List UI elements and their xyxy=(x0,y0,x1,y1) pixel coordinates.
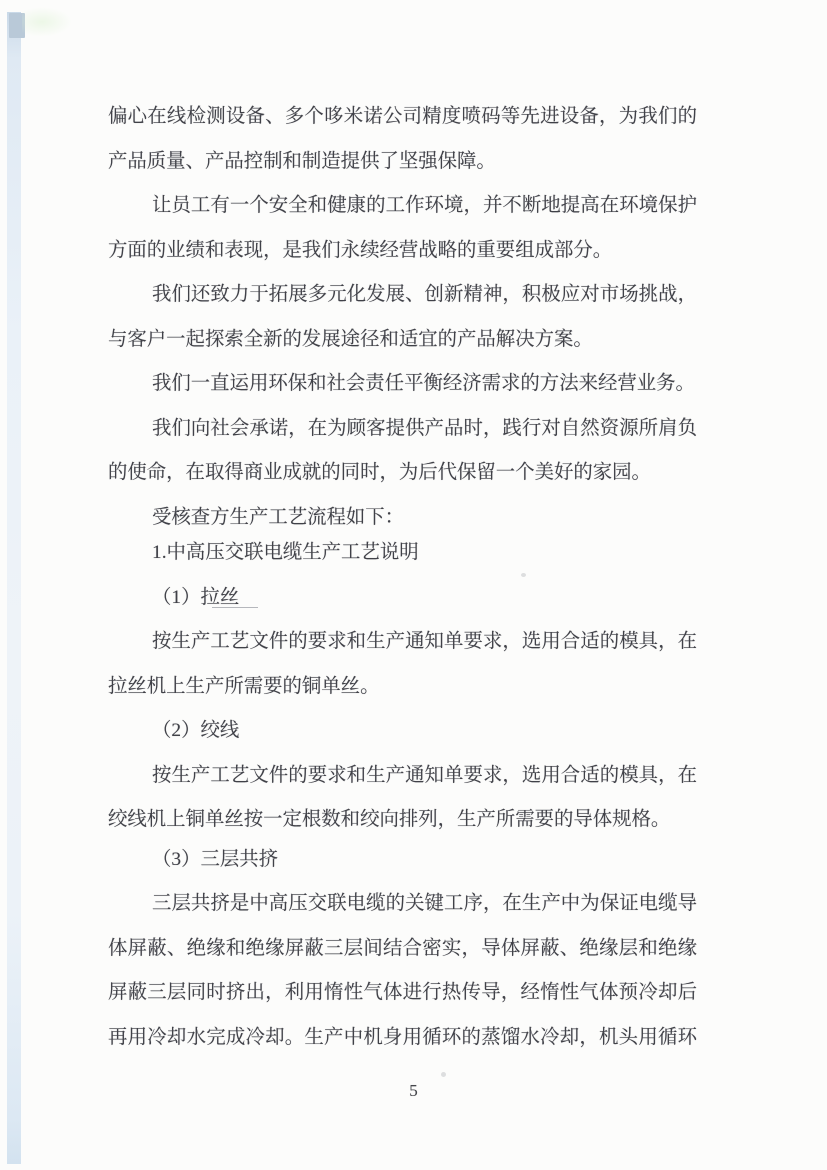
text-line heading-line: 1.中高压交联电缆生产工艺说明 xyxy=(152,542,419,563)
page-number: 5 xyxy=(409,1081,418,1100)
text-line: 屏蔽三层同时挤出，利用惰性气体进行热传导，经惰性气体预冷却后 xyxy=(108,982,697,1003)
text-line: 拉丝机上生产所需要的铜单丝。 xyxy=(108,675,380,697)
text-line heading-line: （3）三层共挤 xyxy=(152,848,279,870)
text-line: 三层共挤是中高压交联电缆的关键工序，在生产中为保证电缆导 xyxy=(152,893,697,914)
text-line: 我们还致力于拓展多元化发展、创新精神，积极应对市场挑战， xyxy=(152,284,697,305)
text-line: 让员工有一个安全和健康的工作环境，并不断地提高在环境保护 xyxy=(152,195,697,216)
text-line: 按生产工艺文件的要求和生产通知单要求，选用合适的模具，在 xyxy=(152,631,697,652)
text-line heading-line: （2）绞线 xyxy=(152,720,240,741)
text-line: 再用冷却水完成冷却。生产中机身用循环的蒸馏水冷却，机头用循环 xyxy=(108,1026,697,1048)
text-line heading-line: （1）拉丝 xyxy=(152,586,240,608)
text-line: 的使命，在取得商业成就的同时，为后代保留一个美好的家园。 xyxy=(108,462,651,483)
text-line: 与客户一起探索全新的发展途径和适宜的产品解决方案。 xyxy=(108,328,593,350)
scan-speck xyxy=(441,1072,446,1077)
text-line: 按生产工艺文件的要求和生产通知单要求，选用合适的模具，在 xyxy=(152,764,697,786)
text-line: 我们一直运用环保和社会责任平衡经济需求的方法来经营业务。 xyxy=(152,373,695,394)
text-line: 体屏蔽、绝缘和绝缘屏蔽三层间结合密实，导体屏蔽、绝缘层和绝缘 xyxy=(108,937,697,959)
text-line: 绞线机上铜单丝按一定根数和绞向排列，生产所需要的导体规格。 xyxy=(108,809,671,830)
text-line: 受核查方生产工艺流程如下： xyxy=(152,506,405,528)
document-body xyxy=(108,95,697,1060)
text-line: 我们向社会承诺，在为顾客提供产品时，践行对自然资源所肩负 xyxy=(152,417,697,439)
text-line: 方面的业绩和表现，是我们永续经营战略的重要组成部分。 xyxy=(108,239,613,261)
text-line: 偏心在线检测设备、多个哆米诺公司精度喷码等先进设备，为我们的 xyxy=(108,106,697,127)
scan-artifact-green-smudge xyxy=(22,7,72,37)
scan-artifact-strip xyxy=(7,12,21,1164)
text-line: 产品质量、产品控制和制造提供了坚强保障。 xyxy=(108,150,496,172)
